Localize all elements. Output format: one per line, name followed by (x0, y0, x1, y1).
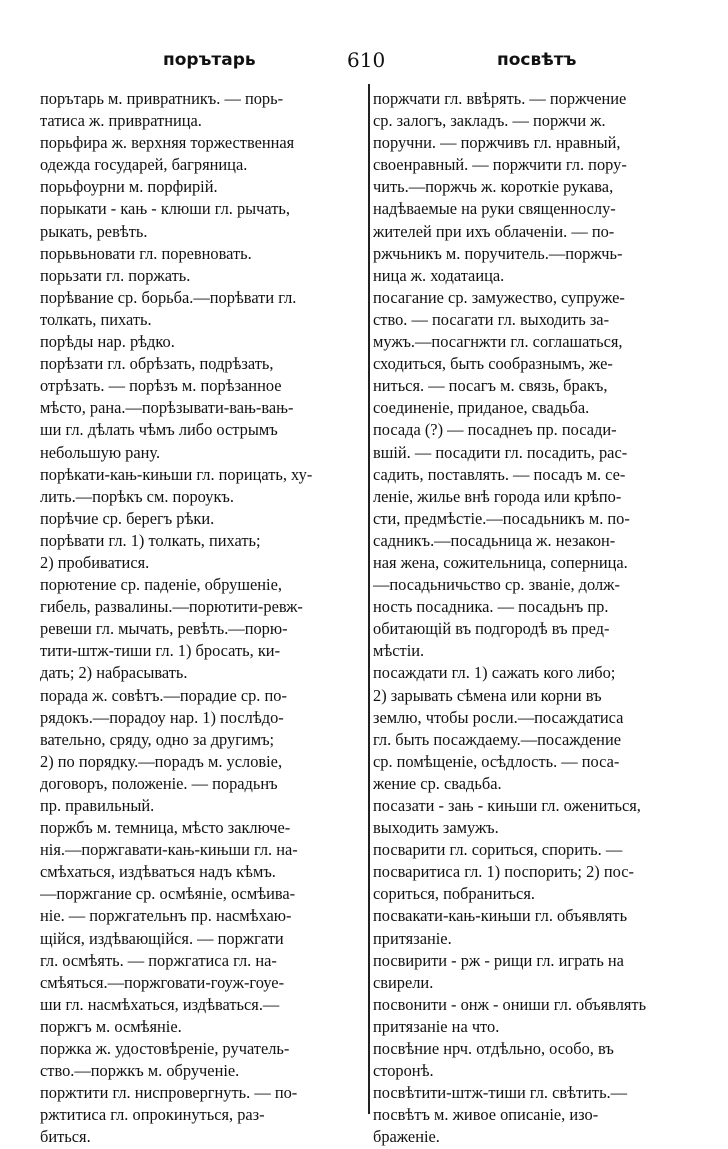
dictionary-line: мѣстіи. (373, 641, 425, 661)
dictionary-line: поржка ж. удостовѣреніе, ручатель- (40, 1039, 290, 1059)
dictionary-line: порьфоурни м. порфирій. (40, 177, 218, 197)
dictionary-line: посваритиса гл. 1) поспорить; 2) пос- (373, 862, 634, 882)
dictionary-line: посвакати-кањ-кињши гл. объявлять (373, 906, 628, 926)
dictionary-line: —поржгание ср. осмѣяніе, осмѣива- (40, 884, 296, 904)
dictionary-line: порѣды нар. рѣдко. (40, 332, 175, 352)
dictionary-line: посагание ср. замужество, супруже- (373, 287, 625, 307)
dictionary-line: порѣзати гл. обрѣзать, подрѣзать, (40, 354, 274, 374)
dictionary-line: поржчати гл. ввѣрять. — поржчение (373, 89, 627, 108)
dictionary-line: ши гл. дѣлать чѣмъ либо острымъ (40, 420, 278, 440)
dictionary-line: жение ср. свадьба. (373, 773, 502, 793)
right-column (373, 88, 696, 1149)
right-running-head: посвѣтъ (497, 50, 577, 70)
dictionary-line: посада (?) — посаднеъ пр. посади- (373, 420, 617, 440)
dictionary-line: ср. помѣщеніе, осѣдлость. — поса- (373, 751, 620, 771)
dictionary-line: поржтити гл. ниспровергнуть. — по- (40, 1083, 298, 1103)
dictionary-line: порьзати гл. поржать. (40, 265, 191, 285)
dictionary-line: посвѣтъ м. живое описаніе, изо- (373, 1105, 599, 1125)
dictionary-line: сориться, побраниться. (373, 884, 535, 904)
dictionary-line: гибель, развалины.—порютити-ревж- (40, 597, 303, 617)
dictionary-line: рыкать, ревѣть. (40, 221, 148, 241)
dictionary-line: лить.—порѣкъ см. пороукъ. (40, 486, 234, 506)
dictionary-line: сторонѣ. (373, 1061, 434, 1081)
dictionary-line: порѣкати-кањ-кињши гл. порицать, ху- (40, 464, 313, 484)
left-column (40, 88, 363, 1149)
dictionary-line: поржгъ м. осмѣяніе. (40, 1016, 182, 1036)
dictionary-line: сходиться, быть сообразнымъ, же- (373, 354, 613, 374)
dictionary-line: ср. залогъ, закладъ. — поржчи ж. (373, 111, 606, 131)
dictionary-line: договоръ, положеніе. — порадьнъ (40, 773, 278, 793)
dictionary-line: мужъ.—посагнжти гл. соглашаться, (373, 332, 623, 352)
dictionary-line: татиса ж. привратница. (40, 111, 202, 131)
dictionary-line: соединеніе, приданое, свадьба. (373, 398, 590, 418)
dictionary-line: чить.—поржчь ж. короткіе рукава, (373, 177, 614, 197)
dictionary-line: нія.—поржгавати-кањ-кињши гл. на- (40, 840, 298, 860)
dictionary-line: порыкати - кањ - клюши гл. рычать, (40, 199, 291, 219)
dictionary-line: посварити гл. сориться, спорить. — (373, 840, 623, 860)
left-running-head: порътарь (163, 50, 256, 70)
dictionary-line: садникъ.—посадьница ж. незакон- (373, 530, 616, 550)
dictionary-line: ржчьникъ м. поручитель.—поржчь- (373, 243, 623, 263)
dictionary-line: порьвьновати гл. поревновать. (40, 243, 252, 263)
page-header (0, 50, 728, 78)
dictionary-line: ство.—поржкъ м. обрученіе. (40, 1061, 240, 1081)
dictionary-line: вательно, сряду, одно за другимъ; (40, 729, 275, 749)
dictionary-line: гл. осмѣять. — поржгатиса гл. на- (40, 950, 277, 970)
dictionary-line: рядокъ.—порадоу нар. 1) послѣдо- (40, 707, 284, 727)
dictionary-line: землю, чтобы росли.—посаждатиса (373, 707, 624, 727)
dictionary-line: порътарь м. привратникъ. — порь- (40, 89, 284, 108)
dictionary-line: посвирити - рж - рищи гл. играть на (373, 950, 624, 970)
dictionary-line: ность посадника. — посадьнъ пр. (373, 597, 609, 617)
dictionary-line: порютение ср. паденіе, обрушеніе, (40, 575, 282, 595)
dictionary-line: ство. — посагати гл. выходить за- (373, 309, 610, 329)
dictionary-line: посвѣтити-штж-тиши гл. свѣтить.— (373, 1083, 628, 1103)
dictionary-line: порада ж. совѣтъ.—порадие ср. по- (40, 685, 287, 705)
dictionary-line: щійся, издѣвающійся. — поржгати (40, 928, 284, 948)
dictionary-line: посвѣние нрч. отдѣльно, особо, въ (373, 1039, 614, 1059)
dictionary-line: биться. (40, 1127, 91, 1147)
page-number: 610 (347, 48, 386, 72)
dictionary-line: поручни. — поржчивъ гл. нравный, (373, 133, 621, 153)
dictionary-line: браженіе. (373, 1127, 440, 1147)
dictionary-line: вшій. — посадити гл. посадить, рас- (373, 442, 628, 462)
dictionary-line: мѣсто, рана.—порѣзывати-вањ-вањ- (40, 398, 294, 418)
dictionary-line: свирели. (373, 972, 434, 992)
dictionary-line: ниться. — посагъ м. связь, бракъ, (373, 376, 608, 396)
dictionary-line: надѣваемые на руки священнослу- (373, 199, 616, 219)
dictionary-line: посвонити - онж - ониши гл. объявлять (373, 994, 647, 1014)
dictionary-line: притязаніе. (373, 928, 452, 948)
dictionary-line: толкать, пихать. (40, 309, 152, 329)
dictionary-line: жителей при ихъ облаченіи. — по- (373, 221, 615, 241)
dictionary-line: смѣхаться, издѣваться надъ кѣмъ. (40, 862, 276, 882)
dictionary-line: порѣвание ср. борьба.—порѣвати гл. (40, 287, 297, 307)
dictionary-line: ржтитиса гл. опрокинуться, раз- (40, 1105, 265, 1125)
dictionary-line: небольшую рану. (40, 442, 161, 462)
dictionary-line: порѣчие ср. берегъ рѣки. (40, 508, 215, 528)
dictionary-line: сти, предмѣстіе.—посадьникъ м. по- (373, 508, 630, 528)
dictionary-line: посазати - зањ - кињши гл. ожениться, (373, 796, 641, 815)
dictionary-line: ная жена, сожительница, соперница. (373, 552, 628, 572)
dictionary-line: порьфира ж. верхняя торжественная (40, 133, 295, 153)
dictionary-line: 2) зарывать сѣмена или корни въ (373, 685, 602, 705)
dictionary-line: ши гл. насмѣхаться, издѣваться.— (40, 994, 280, 1014)
dictionary-line: 2) по порядку.—порадъ м. условіе, (40, 751, 283, 771)
dictionary-line: выходить замужъ. (373, 818, 499, 838)
dictionary-line: порѣвати гл. 1) толкать, пихать; (40, 530, 261, 550)
dictionary-line: 2) пробиватися. (40, 552, 150, 572)
dictionary-line: смѣяться.—поржговати-гоуж-гоуе- (40, 972, 285, 992)
dictionary-line: своенравный. — поржчити гл. пору- (373, 155, 627, 175)
dictionary-line: притязаніе на что. (373, 1016, 500, 1036)
dictionary-line: обитающій въ подгородѣ въ пред- (373, 619, 610, 639)
dictionary-line: поржбъ м. темница, мѣсто заключе- (40, 818, 291, 838)
dictionary-line: гл. быть посаждаему.—посаждение (373, 729, 621, 749)
dictionary-line: садить, поставлять. — посадъ м. се- (373, 464, 626, 484)
dictionary-line: ревеши гл. мычать, ревѣть.—порю- (40, 619, 288, 639)
dictionary-line: леніе, жилье внѣ города или крѣпо- (373, 486, 622, 506)
dictionary-line: отрѣзать. — порѣзъ м. порѣзанное (40, 376, 282, 396)
dictionary-line: одежда государей, багряница. (40, 155, 248, 175)
dictionary-line: тити-штж-тиши гл. 1) бросать, ки- (40, 641, 281, 661)
dictionary-line: пр. правильный. (40, 796, 155, 815)
column-divider (368, 84, 371, 1114)
dictionary-line: ніе. — поржгательнъ пр. насмѣхаю- (40, 906, 292, 926)
dictionary-line: ница ж. ходатаица. (373, 265, 505, 285)
dictionary-line: посаждати гл. 1) сажать кого либо; (373, 663, 616, 683)
dictionary-line: дать; 2) набрасывать. (40, 663, 188, 683)
dictionary-line: —посадьничьство ср. званіе, долж- (373, 575, 620, 595)
